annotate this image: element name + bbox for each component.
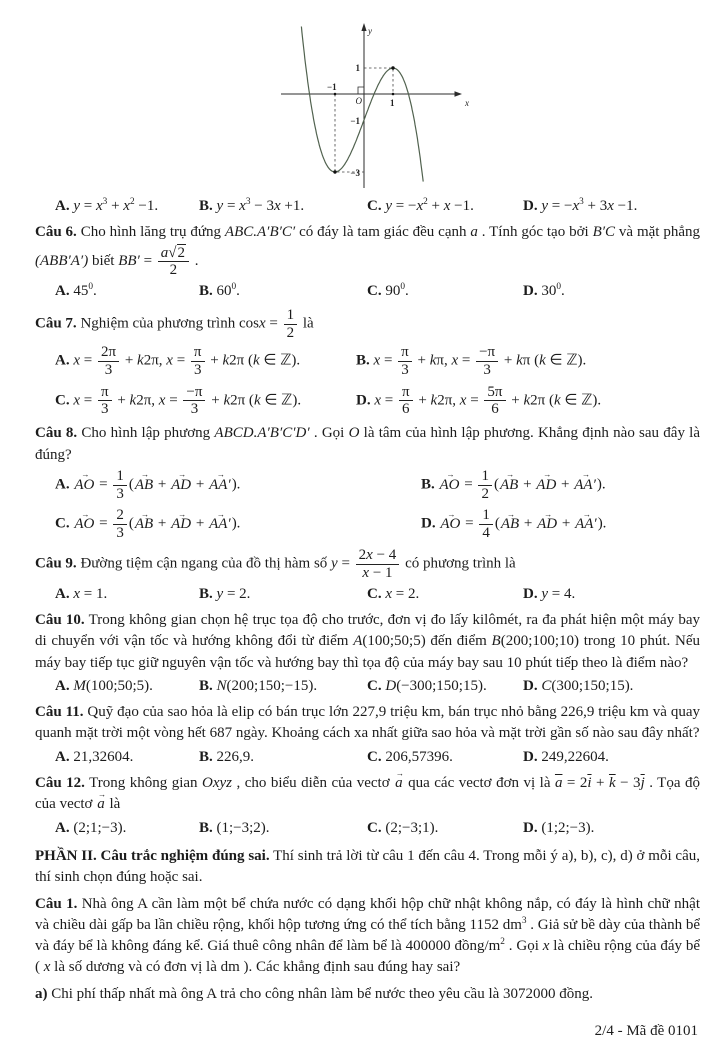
option-label: B. — [421, 476, 439, 493]
option-a: A. $45^0$. — [55, 282, 97, 300]
question-12-body: Câu 12. Trong không gian Oxyz , cho biểu diễn của vectơ a → qua các vectơ đơn vị là $\overline{a} = 2\overline{i} + \overline{k} - 3\overline{j}$ . Tọa độ của vectơ a → là — [35, 773, 700, 816]
option-label: C. — [55, 392, 74, 409]
option-label: A. — [55, 283, 74, 300]
part2-question-1 — [35, 894, 700, 1005]
option-label: A. — [55, 677, 74, 694]
option-c: C. 206,57396. — [367, 748, 453, 765]
option-b: B. 226,9. — [199, 748, 255, 765]
figure-function-graph — [279, 22, 491, 192]
part2-question-1-item-a: a) Chi phí thấp nhất mà ông A trả cho công nhân làm bể nước theo yêu cầu là 3072000 đồng. — [35, 985, 594, 1002]
x-tick-neg1-dot — [334, 93, 337, 96]
dashed-guide-max — [364, 68, 393, 94]
option-label: B. — [199, 198, 217, 214]
option-label: A. — [55, 352, 74, 369]
option-label: A. — [55, 748, 74, 765]
option-label: A. — [55, 198, 74, 214]
option-label: C. — [55, 516, 74, 533]
option-label: C. — [367, 819, 386, 836]
graph-curve — [301, 27, 423, 182]
option-a: A. AO → = $\frac{1}{3}$ (AB → + AD → + AA′ →). — [55, 468, 415, 503]
question-10 — [35, 610, 700, 697]
option-d: D. (1;2;−3). — [523, 819, 595, 836]
y-axis-arrow-icon — [361, 23, 366, 31]
option-c: C. x = $\frac{\pi}{3}$ + k2π, x = $\frac{-\pi}{3}$ + k2π (k ∈ ℤ). — [55, 383, 302, 418]
origin-label: O — [355, 96, 362, 106]
option-label: B. — [199, 283, 217, 300]
question-7 — [35, 307, 700, 418]
option-c: C. $y = -x^2 + x -1$. — [367, 197, 474, 214]
option-c: C. D(−300;150;15). — [367, 677, 487, 694]
option-label: A. — [55, 585, 74, 602]
option-label: C. — [367, 585, 386, 602]
function-graph — [279, 22, 491, 192]
y-tick-1: 1 — [355, 63, 360, 73]
page-number: 2/4 - Mã đề 0101 — [594, 1022, 698, 1039]
question-10-options — [35, 676, 700, 697]
question-7-options — [35, 344, 700, 418]
option-label: B. — [199, 677, 217, 694]
option-label: A. — [55, 819, 74, 836]
option-a: A. $y = x^3 + x^2 -1$. — [55, 197, 159, 214]
option-label: C. — [367, 677, 386, 694]
option-a: A. x = $\frac{2\pi}{3}$ + k2π, x = $\frac{\pi}{3}$ + k2π (k ∈ ℤ). — [55, 344, 301, 378]
x-tick-neg1: −1 — [327, 82, 337, 92]
question-11 — [35, 702, 700, 768]
option-b: B. AO → = $\frac{1}{2}$ (AB → + AD → + AA′ →). — [421, 468, 700, 503]
option-label: B. — [199, 585, 217, 602]
question-9-options — [35, 584, 700, 605]
option-b: B. x = $\frac{\pi}{3}$ + kπ, x = $\frac{-\pi}{3}$ + kπ (k ∈ ℤ). — [356, 344, 587, 378]
question-5-options — [35, 196, 700, 217]
x-axis-arrow-icon — [455, 91, 463, 96]
option-b: B. (1;−3;2). — [199, 819, 270, 836]
option-label: C. — [367, 283, 386, 300]
y-axis-label: y — [368, 26, 372, 36]
option-c: C. AO → = $\frac{2}{3}$ (AB → + AD → + AA′ →). — [55, 507, 415, 542]
part2-question-1-body: Câu 1. Nhà ông A cần làm một bể chứa nước có dạng khối hộp chữ nhật không nắp, có đáy là hình chữ nhật và chiều dài gấp ba lần chiều rộng, khối hộp tương ứng có thể tích bằng 1152 $dm^3$ . Giả sử bề dày của thành bể và đáy bể là không đáng kể. Giá thuê công nhân để làm bể là 400000 đồng/$m^2$ . Gọi x là chiều rộng của đáy bể ( x là số dương và có đơn vị là dm ). Các khẳng định sau đúng hay sai? — [35, 895, 701, 976]
question-9-body: Câu 9. Đường tiệm cận ngang của đồ thị hàm số y = $\frac{2x - 4}{x - 1}$ có phương trình là — [35, 547, 516, 581]
question-6-body: Câu 6. Cho hình lăng trụ đứng ABC.A′B′C′ có đáy là tam giác đều cạnh a . Tính góc tạo bởi B′C và mặt phẳng (ABB′A′) biết BB′ = a √ 2 2 . — [35, 224, 700, 279]
option-d: D. 249,22604. — [523, 748, 609, 765]
question-11-body: Câu 11. Quỹ đạo của sao hỏa là elip có bán trục lớn 227,9 triệu km, bán trục nhỏ bằng 226,9 triệu km và quay quanh mặt trời một vòng hết 687 ngày. Khoảng cách xa nhất giữa sao hỏa và mặt trời gần số nào sau đây nhất? — [35, 704, 700, 742]
option-d: D. x = $\frac{\pi}{6}$ + k2π, x = $\frac{5\pi}{6}$ + k2π (k ∈ ℤ). — [356, 383, 602, 418]
option-a: A. (2;1;−3). — [55, 819, 127, 836]
option-d: D. y = 4. — [523, 585, 576, 602]
option-label: D. — [523, 819, 542, 836]
option-label: C. — [367, 198, 386, 214]
x-tick-1: 1 — [390, 98, 395, 108]
question-12 — [35, 773, 700, 839]
option-b: B. y = 2. — [199, 585, 251, 602]
question-8-body: Câu 8. Cho hình lập phương ABCD.A′B′C′D′ . Gọi O là tâm của hình lập phương. Khẳng định nào sau đây là đúng? — [35, 425, 701, 463]
option-label: D. — [523, 198, 542, 214]
question-6 — [35, 222, 700, 302]
question-12-options — [35, 818, 700, 839]
exam-page — [35, 22, 700, 1042]
option-a: A. x = 1. — [55, 585, 108, 602]
x-axis-label: x — [465, 98, 469, 108]
question-8-options — [35, 468, 700, 542]
option-label: D. — [356, 392, 375, 409]
y-tick-neg3: −3 — [350, 168, 360, 178]
option-d: D. C(300;150;15). — [523, 677, 634, 694]
option-b: B. $60^0$. — [199, 282, 240, 300]
local-max-point — [391, 66, 394, 69]
option-b: B. N(200;150;−15). — [199, 677, 318, 694]
option-c: C. x = 2. — [367, 585, 420, 602]
x-tick-1-dot — [392, 93, 395, 96]
option-label: B. — [356, 352, 374, 369]
question-8 — [35, 423, 700, 542]
option-b: B. $y = x^3 - 3x +1$. — [199, 197, 305, 214]
option-label: B. — [199, 819, 217, 836]
right-angle-mark — [358, 87, 364, 94]
option-c: C. (2;−3;1). — [367, 819, 439, 836]
question-5 — [35, 196, 700, 217]
option-c: C. $90^0$. — [367, 282, 409, 300]
question-11-options — [35, 747, 700, 768]
option-label: D. — [421, 516, 440, 533]
option-label: C. — [367, 748, 386, 765]
part2-header: PHẦN II. Câu trắc nghiệm đúng sai. Thí sinh trả lời từ câu 1 đến câu 4. Trong mỗi ý a), b), c), d) ở mỗi câu, thí sinh chọn đúng hoặc sai. — [35, 847, 700, 886]
option-label: D. — [523, 585, 542, 602]
option-a: A. 21,32604. — [55, 748, 134, 765]
question-6-options — [35, 281, 700, 302]
option-a: A. M(100;50;5). — [55, 677, 153, 694]
option-d: D. $y = -x^3 + 3x -1$. — [523, 197, 638, 214]
option-d: D. AO → = $\frac{1}{4}$ (AB → + AD → + AA′ →). — [421, 507, 700, 542]
y-tick-neg1: −1 — [350, 116, 360, 126]
question-10-body: Câu 10. Trong không gian chọn hệ trục tọa độ cho trước, đơn vị đo lấy kilômét, ra đa phát hiện một máy bay di chuyển với vận tốc và hướng không đổi từ điểm A(100;50;5) đến điểm B(200;100;10) trong 10 phút. Nếu máy bay tiếp tục giữ nguyên vận tốc và hướng bay thì tọa độ của máy bay sau 10 phút tiếp theo là điểm nào? — [35, 611, 701, 671]
question-9 — [35, 547, 700, 605]
option-label: D. — [523, 283, 542, 300]
option-label: D. — [523, 748, 542, 765]
question-7-body: Câu 7. Nghiệm của phương trình cosx = $\frac{1}{2}$ là — [35, 307, 314, 342]
option-label: A. — [55, 476, 74, 493]
option-d: D. $30^0$. — [523, 282, 565, 300]
page-footer — [35, 1021, 700, 1042]
option-label: D. — [523, 677, 542, 694]
local-min-point — [333, 170, 336, 173]
option-label: B. — [199, 748, 217, 765]
